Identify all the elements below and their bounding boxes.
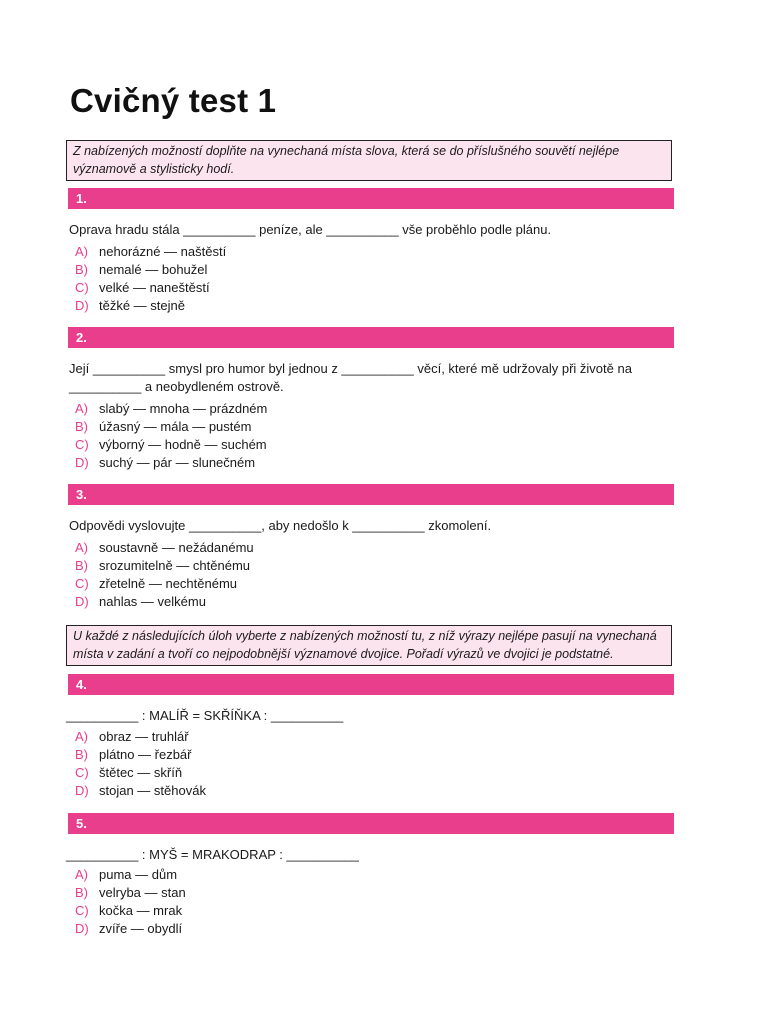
option-text: puma — dům — [99, 867, 178, 882]
option-a[interactable] — [75, 243, 226, 261]
option-b[interactable] — [75, 884, 186, 902]
option-letter: D) — [75, 298, 89, 313]
option-b[interactable] — [75, 557, 254, 575]
option-text: nemalé — bohužel — [99, 262, 208, 277]
option-letter: B) — [75, 885, 88, 900]
option-a[interactable] — [75, 728, 206, 746]
option-text: velké — naneštěstí — [99, 280, 210, 295]
option-a[interactable] — [75, 400, 267, 418]
option-letter: B) — [75, 558, 88, 573]
question-1-options — [75, 243, 226, 315]
option-text: plátno — řezbář — [99, 747, 192, 762]
option-c[interactable] — [75, 279, 226, 297]
page-title: Cvičný test 1 — [70, 82, 277, 119]
option-text: nehorázné — naštěstí — [99, 244, 227, 259]
question-5-text: __________ : MYŠ = MRAKODRAP : __________ — [66, 847, 359, 862]
option-letter: A) — [75, 729, 88, 744]
option-c[interactable] — [75, 575, 254, 593]
option-d[interactable] — [75, 297, 226, 315]
question-3-text: Odpovědi vyslovujte __________, aby nedošlo k __________ zkomolení. — [69, 518, 492, 533]
option-b[interactable] — [75, 746, 206, 764]
option-text: štětec — skříň — [99, 765, 183, 780]
option-letter: A) — [75, 540, 88, 555]
option-c[interactable] — [75, 764, 206, 782]
option-a[interactable] — [75, 866, 186, 884]
option-letter: D) — [75, 594, 89, 609]
question-5-options — [75, 866, 186, 938]
option-d[interactable] — [75, 920, 186, 938]
option-letter: A) — [75, 867, 88, 882]
option-text: kočka — mrak — [99, 903, 183, 918]
option-letter: D) — [75, 783, 89, 798]
option-text: výborný — hodně — suchém — [99, 437, 267, 452]
question-4-text: __________ : MALÍŘ = SKŘÍŇKA : __________ — [66, 708, 344, 723]
question-1-header: 1. — [68, 188, 674, 209]
question-3-header: 3. — [68, 484, 674, 505]
option-text: úžasný — mála — pustém — [99, 419, 252, 434]
option-letter: A) — [75, 244, 88, 259]
question-2-text: Její __________ smysl pro humor byl jednou z __________ věcí, které mě udržovaly při životě na __________ a neobydleném ostrově. — [69, 361, 632, 394]
option-c[interactable] — [75, 902, 186, 920]
question-2-options — [75, 400, 267, 472]
option-c[interactable] — [75, 436, 267, 454]
option-letter: C) — [75, 903, 89, 918]
option-text: stojan — stěhovák — [99, 783, 206, 798]
option-b[interactable] — [75, 418, 267, 436]
option-text: nahlas — velkému — [99, 594, 206, 609]
option-letter: D) — [75, 455, 89, 470]
option-letter: C) — [75, 765, 89, 780]
option-text: soustavně — nežádanému — [99, 540, 254, 555]
option-letter: D) — [75, 921, 89, 936]
option-text: srozumitelně — chtěnému — [99, 558, 251, 573]
option-d[interactable] — [75, 593, 254, 611]
option-letter: B) — [75, 419, 88, 434]
option-b[interactable] — [75, 261, 226, 279]
question-4-header: 4. — [68, 674, 674, 695]
option-d[interactable] — [75, 782, 206, 800]
question-4-options — [75, 728, 206, 800]
option-text: obraz — truhlář — [99, 729, 189, 744]
option-text: suchý — pár — slunečném — [99, 455, 256, 470]
instruction-box-1: Z nabízených možností doplňte na vynechaná místa slova, která se do příslušného souvětí nejlépe významově a stylisticky hodí. — [66, 140, 672, 181]
option-letter: B) — [75, 262, 88, 277]
instruction-box-2: U každé z následujících úloh vyberte z nabízených možností tu, z níž výrazy nejlépe pasují na vynechaná místa v zadání a tvoří co nejpodobnější významové dvojice. Pořadí výrazů ve dvojici je podstatné. — [66, 625, 672, 666]
option-letter: A) — [75, 401, 88, 416]
question-5-header: 5. — [68, 813, 674, 834]
option-text: velryba — stan — [99, 885, 186, 900]
option-text: těžké — stejně — [99, 298, 185, 313]
option-letter: B) — [75, 747, 88, 762]
option-text: slabý — mnoha — prázdném — [99, 401, 268, 416]
question-2-header: 2. — [68, 327, 674, 348]
option-letter: C) — [75, 576, 89, 591]
option-letter: C) — [75, 280, 89, 295]
question-3-options — [75, 539, 254, 611]
option-text: zřetelně — nechtěnému — [99, 576, 238, 591]
question-1-text: Oprava hradu stála __________ peníze, ale __________ vše proběhlo podle plánu. — [69, 222, 552, 237]
option-text: zvíře — obydlí — [99, 921, 183, 936]
option-d[interactable] — [75, 454, 267, 472]
option-letter: C) — [75, 437, 89, 452]
option-a[interactable] — [75, 539, 254, 557]
